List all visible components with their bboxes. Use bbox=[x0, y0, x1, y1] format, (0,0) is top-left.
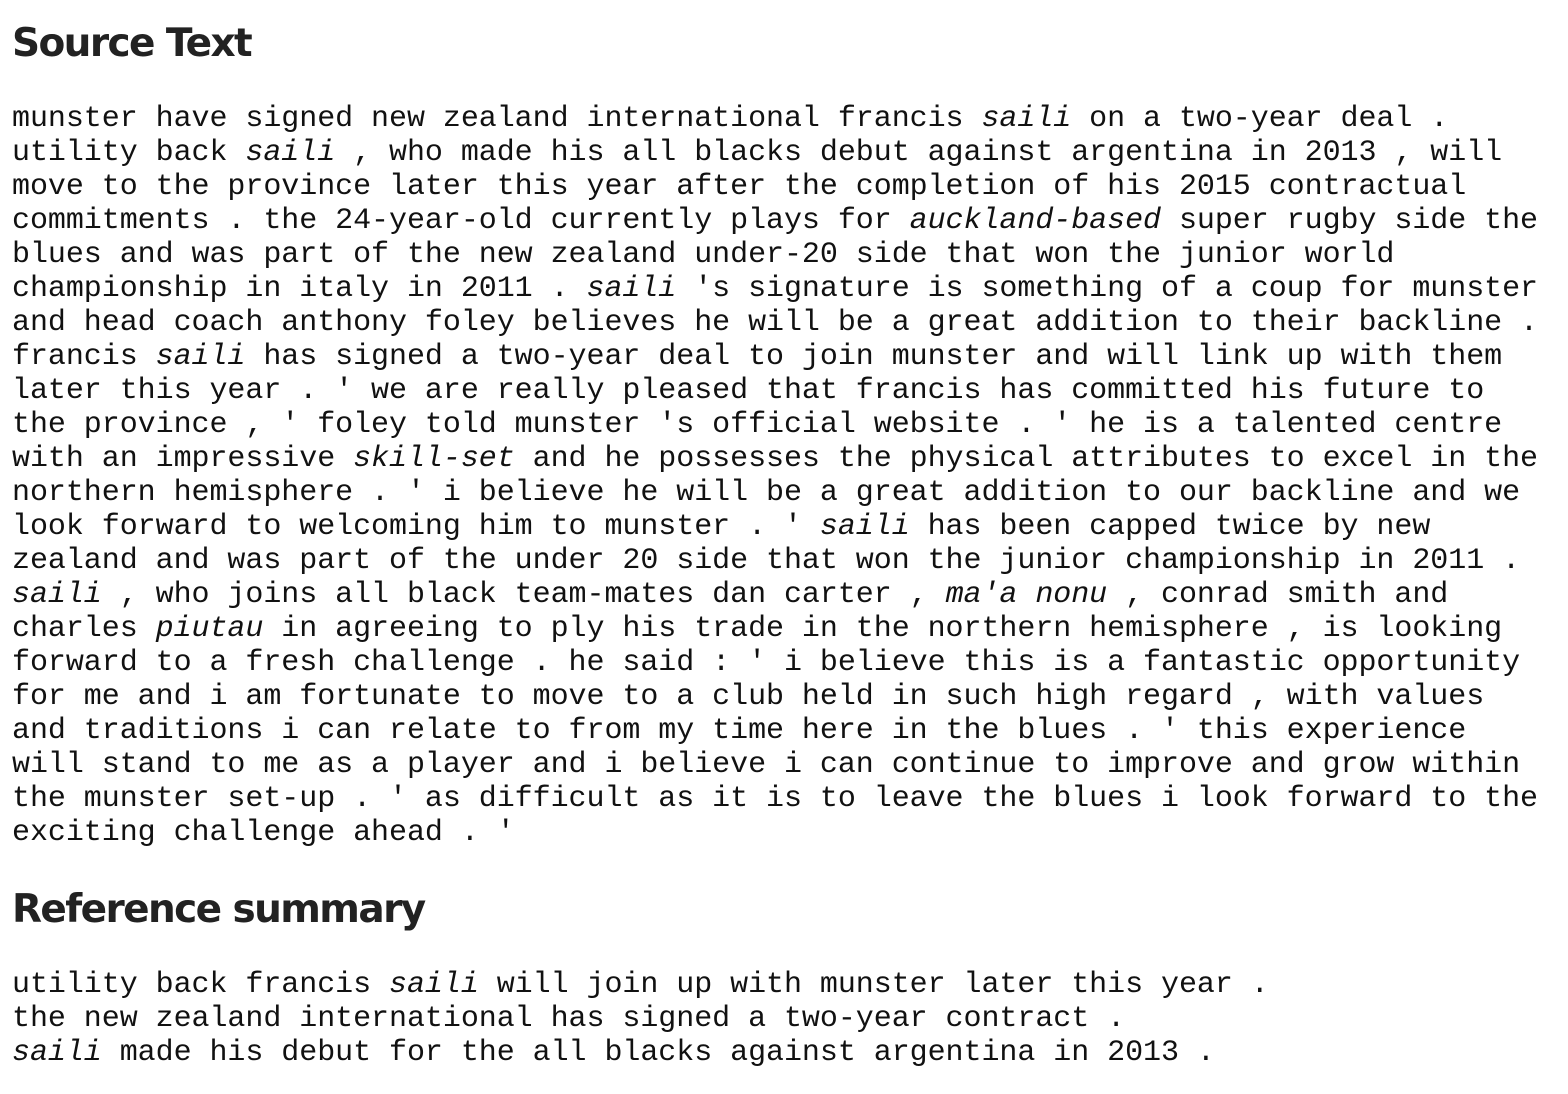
source-text-line bbox=[12, 102, 1538, 136]
source-text-line bbox=[12, 170, 1538, 204]
text-segment: has been capped twice by new bbox=[909, 510, 1431, 544]
italic-term: saili bbox=[12, 578, 102, 612]
italic-term: saili bbox=[389, 968, 479, 1002]
text-segment: and head coach anthony foley believes he will be a great addition to their backline . bbox=[12, 306, 1538, 340]
text-segment: exciting challenge ahead . ' bbox=[12, 816, 515, 850]
italic-term: ma'a nonu bbox=[945, 578, 1108, 612]
text-segment: with an impressive bbox=[12, 442, 354, 476]
text-segment: will join up with munster later this year . bbox=[478, 968, 1269, 1002]
source-text-line bbox=[12, 782, 1538, 816]
text-segment: super rugby side the bbox=[1161, 204, 1539, 238]
source-text-line bbox=[12, 578, 1538, 612]
text-segment: the new zealand international has signed a two-year contract . bbox=[12, 1002, 1126, 1036]
source-text-line bbox=[12, 816, 1538, 850]
text-segment: and he possesses the physical attributes to excel in the bbox=[514, 442, 1539, 476]
source-text-line bbox=[12, 272, 1538, 306]
source-text-body bbox=[12, 102, 1538, 850]
text-segment: munster have signed new zealand international francis bbox=[12, 102, 982, 136]
reference-summary-heading: Reference summary bbox=[12, 887, 425, 932]
reference-summary-line bbox=[12, 1002, 1269, 1036]
text-segment: 's signature is something of a coup for munster bbox=[676, 272, 1539, 306]
text-segment: has signed a two-year deal to join munster and will link up with them bbox=[245, 340, 1503, 374]
text-segment: move to the province later this year after the completion of his 2015 contractual bbox=[12, 170, 1467, 204]
italic-term: saili bbox=[981, 102, 1072, 136]
source-text-line bbox=[12, 238, 1538, 272]
text-segment: , who made his all blacks debut against argentina in 2013 , will bbox=[335, 136, 1503, 170]
italic-term: skill-set bbox=[353, 442, 515, 476]
source-text-line bbox=[12, 748, 1538, 782]
source-text-line bbox=[12, 510, 1538, 544]
source-text-line bbox=[12, 442, 1538, 476]
italic-term: saili bbox=[12, 1036, 102, 1070]
source-text-line bbox=[12, 612, 1538, 646]
reference-summary-line bbox=[12, 968, 1269, 1002]
text-segment: , who joins all black team-mates dan carter , bbox=[101, 578, 946, 612]
italic-term: saili bbox=[819, 510, 910, 544]
text-segment: forward to a fresh challenge . he said : ' i believe this is a fantastic opportunity bbox=[12, 646, 1521, 680]
source-text-line bbox=[12, 204, 1538, 238]
text-segment: the munster set-up . ' as difficult as it is to leave the blues i look forward to the bbox=[12, 782, 1538, 816]
reference-summary-line bbox=[12, 1036, 1269, 1070]
source-text-line bbox=[12, 646, 1538, 680]
text-segment: francis bbox=[12, 340, 156, 374]
text-segment: zealand and was part of the under 20 side that won the junior championship in 2011 . bbox=[12, 544, 1521, 578]
source-text-line bbox=[12, 714, 1538, 748]
source-text-heading: Source Text bbox=[12, 21, 252, 66]
text-segment: the province , ' foley told munster 's official website . ' he is a talented centre bbox=[12, 408, 1503, 442]
text-segment: on a two-year deal . bbox=[1071, 102, 1449, 136]
italic-term: saili bbox=[586, 272, 677, 306]
source-text-line bbox=[12, 476, 1538, 510]
text-segment: championship in italy in 2011 . bbox=[12, 272, 587, 306]
text-segment: charles bbox=[12, 612, 156, 646]
italic-term: piutau bbox=[155, 612, 264, 646]
text-segment: for me and i am fortunate to move to a club held in such high regard , with values bbox=[12, 680, 1485, 714]
source-text-line bbox=[12, 136, 1538, 170]
text-segment: northern hemisphere . ' i believe he will be a great addition to our backline and we bbox=[12, 476, 1521, 510]
text-segment: utility back bbox=[12, 136, 246, 170]
text-segment: will stand to me as a player and i believe i can continue to improve and grow within bbox=[12, 748, 1521, 782]
source-text-line bbox=[12, 680, 1538, 714]
text-segment: utility back francis bbox=[12, 968, 390, 1002]
text-segment: made his debut for the all blacks against argentina in 2013 . bbox=[101, 1036, 1215, 1070]
text-segment: later this year . ' we are really pleased that francis has committed his future to bbox=[12, 374, 1485, 408]
source-text-line bbox=[12, 340, 1538, 374]
reference-summary-body bbox=[12, 968, 1269, 1070]
italic-term: auckland-based bbox=[909, 204, 1161, 238]
text-segment: in agreeing to ply his trade in the northern hemisphere , is looking bbox=[263, 612, 1503, 646]
italic-term: saili bbox=[155, 340, 246, 374]
text-segment: blues and was part of the new zealand under-20 side that won the junior world bbox=[12, 238, 1395, 272]
source-text-line bbox=[12, 374, 1538, 408]
italic-term: saili bbox=[245, 136, 336, 170]
source-text-line bbox=[12, 306, 1538, 340]
text-segment: and traditions i can relate to from my time here in the blues . ' this experience bbox=[12, 714, 1467, 748]
text-segment: , conrad smith and bbox=[1107, 578, 1449, 612]
text-segment: commitments . the 24-year-old currently plays for bbox=[12, 204, 910, 238]
source-text-line bbox=[12, 408, 1538, 442]
text-segment: look forward to welcoming him to munster . ' bbox=[12, 510, 820, 544]
source-text-line bbox=[12, 544, 1538, 578]
